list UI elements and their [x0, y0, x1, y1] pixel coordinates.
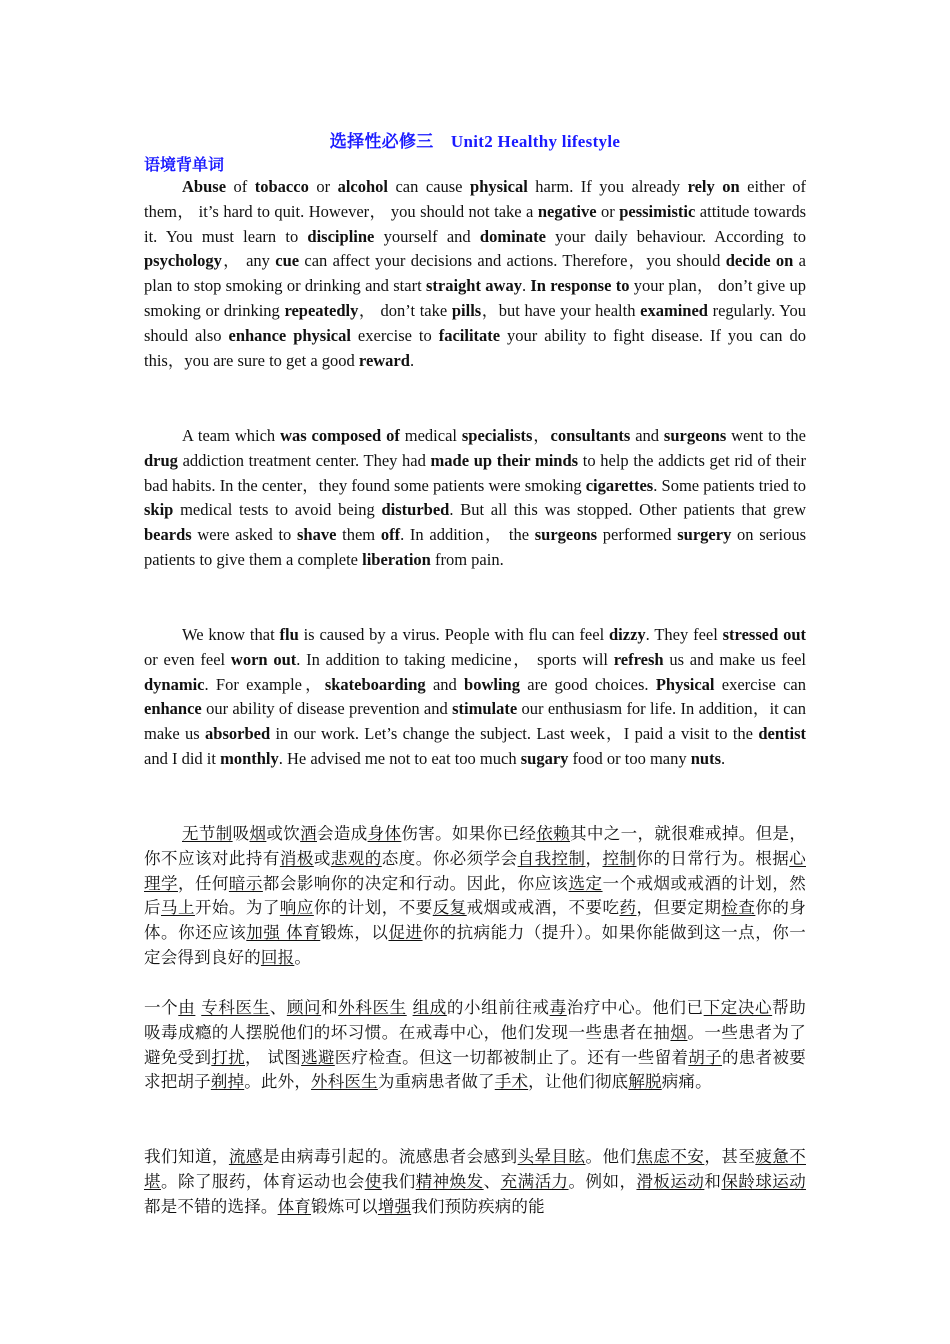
- key-term: 组成: [412, 998, 447, 1017]
- text-run: addiction treatment center. They had: [177, 450, 431, 470]
- text-run: . Some patients tried to: [653, 475, 806, 495]
- key-term: 剃掉: [210, 1072, 245, 1092]
- text-run: 锻炼，以: [320, 923, 389, 943]
- key-term: stressed out: [722, 625, 807, 644]
- text-run: 锻炼可以: [311, 1196, 378, 1216]
- text-run: .: [409, 350, 415, 370]
- key-term: 依赖: [536, 824, 571, 843]
- key-term: 暗示: [228, 873, 263, 893]
- text-run: to help the addicts get rid of their bad habits. In the center，they found some patients were smoking: [144, 450, 806, 495]
- key-term: rely on: [687, 177, 740, 196]
- key-term: enhance: [144, 699, 202, 719]
- key-term: 外科医生: [338, 998, 407, 1017]
- text-run: 。: [294, 947, 312, 967]
- key-term: refresh: [613, 649, 664, 669]
- text-run: them: [336, 525, 381, 545]
- text-run: 或饮: [266, 824, 301, 843]
- text-run: are good choices.: [519, 674, 656, 694]
- key-term: skip: [144, 500, 174, 520]
- text-run: either of them， it’s hard to quit. However， you should not take a: [144, 177, 806, 221]
- key-term: enhance physical: [228, 325, 351, 345]
- text-run: 你的身体。你还应该: [144, 898, 807, 943]
- key-term: 打扰: [211, 1047, 246, 1067]
- key-term: 响应: [279, 898, 314, 918]
- key-term: 下定决心: [703, 998, 773, 1017]
- text-run: 伤害。如果你已经: [401, 824, 537, 843]
- text-run: 是由病毒引起的。流感患者会感到: [262, 1147, 518, 1166]
- key-term: reward: [358, 350, 410, 370]
- text-run: attitude towards it. You must learn to: [144, 201, 806, 246]
- key-term: made up their minds: [430, 450, 579, 470]
- key-term: psychology: [144, 251, 222, 271]
- key-term: 解脱: [628, 1072, 662, 1092]
- text-run: your plan， don’t give up smoking or drinking: [144, 276, 807, 320]
- text-run: 帮助吸毒成瘾的人摆脱他们的坏习惯。在戒毒中心，他们发现一些患者在抽: [144, 998, 806, 1042]
- key-term: liberation: [362, 549, 431, 569]
- key-term: 保龄球运动: [721, 1171, 806, 1191]
- text-run: ，让他们彻底: [528, 1072, 629, 1092]
- text-run: ，任何: [177, 873, 229, 893]
- key-term: 体育: [277, 1196, 312, 1216]
- key-term: was composed of: [280, 426, 400, 445]
- key-term: 焦虑不安: [636, 1147, 705, 1166]
- key-term: 顾问: [286, 998, 322, 1017]
- text-run: is caused by a virus. People with flu can feel: [298, 625, 609, 644]
- key-term: 胡子: [688, 1047, 722, 1067]
- key-term: off: [380, 525, 401, 545]
- text-run: 治疗中心。他们已: [566, 998, 704, 1017]
- text-run: or: [308, 177, 338, 196]
- key-term: decide on: [725, 251, 794, 271]
- key-term: 烟: [670, 1022, 688, 1042]
- key-term: dynamic: [144, 674, 205, 694]
- text-run: of: [226, 177, 255, 196]
- text-run: and: [630, 426, 664, 445]
- text-run: harm. If you already: [527, 177, 688, 196]
- key-term: 自我控制: [517, 848, 586, 868]
- text-run: 。除了服药，体育运动也会: [160, 1171, 365, 1191]
- key-term: nuts: [690, 748, 722, 768]
- text-run: .: [521, 276, 531, 296]
- key-term: facilitate: [438, 325, 501, 345]
- text-run: 的小组前往戒: [446, 998, 550, 1017]
- key-term: straight away: [425, 276, 522, 296]
- text-run: ， any: [221, 251, 276, 271]
- key-term: physical: [470, 177, 528, 196]
- text-run: A team which: [182, 426, 281, 445]
- text-run: 你的抗病能力（提升）。如果你能做到这一点，你一定会得到良好的: [144, 923, 806, 967]
- text-run: a plan to stop smoking or drinking and start: [144, 251, 806, 296]
- key-term: dominate: [479, 226, 546, 246]
- text-run: regularly. You should also: [144, 300, 807, 345]
- key-term: repeatedly: [284, 300, 359, 320]
- key-term: negative: [537, 201, 597, 221]
- text-run: and: [425, 674, 465, 694]
- key-term: drug: [144, 450, 178, 470]
- text-run: 和: [321, 998, 339, 1017]
- text-run: ，but have your health: [481, 300, 641, 320]
- key-term: 控制: [602, 848, 637, 868]
- text-run: exercise can: [714, 674, 806, 694]
- key-term: Physical: [655, 674, 715, 694]
- text-run: 开始。为了: [194, 898, 280, 918]
- text-run: 我们: [381, 1171, 416, 1191]
- text-run: in our work. Let’s change the subject. Last week，I paid a visit to the: [270, 724, 759, 744]
- text-run: . They feel: [645, 625, 723, 644]
- text-run: . In addition， the: [400, 525, 535, 545]
- text-run: your daily behaviour. According to: [545, 226, 806, 246]
- text-run: from pain.: [430, 549, 504, 569]
- page-title: 选择性必修三 Unit2 Healthy lifestyle: [329, 132, 621, 151]
- key-term: examined: [640, 300, 708, 320]
- key-term: pills: [451, 300, 482, 320]
- text-run: food or too many: [568, 748, 691, 768]
- key-term: 加强 体育: [246, 923, 321, 943]
- key-term: cigarettes: [585, 475, 654, 495]
- english-paragraph-2: [144, 424, 806, 573]
- text-run: ， don’t take: [358, 300, 452, 320]
- key-term: 充满活力: [500, 1171, 569, 1191]
- text-run: exercise to: [350, 325, 439, 345]
- text-run: performed: [597, 525, 678, 545]
- key-term: 无节制: [182, 824, 233, 843]
- key-term: cue: [275, 251, 300, 271]
- key-term: 反复: [432, 898, 467, 918]
- key-term: beards: [144, 525, 192, 545]
- text-run: . In addition to taking medicine， sports will: [296, 649, 614, 669]
- english-paragraph-1: [144, 175, 806, 373]
- text-run: 。此外，: [244, 1072, 312, 1092]
- text-run: 态度。你必须学会: [381, 848, 518, 868]
- key-term: 促进: [388, 923, 423, 943]
- key-term: tobacco: [254, 177, 309, 196]
- key-term: 逃避: [301, 1047, 335, 1067]
- text-run: medical: [399, 426, 462, 445]
- text-run: . But all this was stopped. Other patients that grew: [449, 500, 806, 520]
- key-term: 马上: [160, 898, 195, 918]
- text-run: .: [721, 748, 726, 768]
- text-run: . He advised me not to eat too much: [278, 748, 521, 768]
- text-run: your ability to fight disease. If you can do this，you are sure to get a good: [144, 325, 806, 370]
- key-term: dizzy: [609, 625, 646, 644]
- key-term: bowling: [464, 674, 520, 694]
- key-term: 由: [178, 998, 196, 1017]
- text-run: 、: [483, 1171, 501, 1191]
- key-term: skateboarding: [324, 674, 426, 694]
- chinese-paragraph-1: [144, 822, 806, 971]
- key-term: shave: [297, 525, 337, 545]
- text-run: ，: [532, 426, 551, 445]
- key-term: discipline: [307, 226, 375, 246]
- chinese-paragraph-3: [144, 1145, 806, 1219]
- key-term: 头晕目眩: [517, 1147, 586, 1166]
- text-run: We know that: [182, 625, 280, 644]
- key-term: Abuse: [182, 177, 227, 196]
- text-run: 你的计划，不要: [313, 898, 433, 918]
- key-term: stimulate: [452, 699, 518, 719]
- key-term: 悲观的: [330, 848, 382, 868]
- text-run: 的患者被要求把胡子: [144, 1047, 807, 1092]
- text-run: 、: [269, 998, 287, 1017]
- text-run: our enthusiasm for life. In addition，it can make us: [144, 699, 806, 744]
- key-term: 毒: [549, 998, 567, 1017]
- key-term: 滑板运动: [636, 1171, 705, 1191]
- text-run: 或: [313, 848, 331, 868]
- key-term: 流感: [228, 1147, 263, 1166]
- text-run: 我们知道，: [144, 1147, 229, 1166]
- key-term: surgery: [677, 525, 732, 545]
- text-run: 吸: [232, 824, 250, 843]
- text-run: us and make us feel: [663, 649, 807, 669]
- text-run: 我们预防疾病的能: [411, 1196, 545, 1216]
- text-run: 。他们: [585, 1147, 637, 1166]
- text-run: 一个: [144, 998, 179, 1017]
- key-term: dentist: [758, 724, 806, 744]
- key-term: consultants: [550, 426, 631, 445]
- text-run: were asked to: [191, 525, 297, 545]
- key-term: worn out: [230, 649, 297, 669]
- text-run: 和: [704, 1171, 722, 1191]
- text-run: 医疗检查。但这一切都被制止了。还有一些留着: [334, 1047, 689, 1067]
- text-run: 。一些患者为了避免受到: [144, 1022, 806, 1067]
- key-term: 外科医生: [311, 1072, 378, 1092]
- text-run: . For example，: [204, 674, 325, 694]
- text-run: 都会影响你的决定和行动。因此，你应该: [262, 873, 569, 893]
- key-term: 增强: [377, 1196, 412, 1216]
- text-run: or: [596, 201, 620, 221]
- key-term: specialists: [461, 426, 533, 445]
- key-term: 烟: [249, 824, 267, 843]
- english-paragraph-3: [144, 623, 806, 772]
- key-term: In response to: [530, 276, 630, 296]
- key-term: 精神焕发: [415, 1171, 484, 1191]
- text-run: ， 试图: [245, 1047, 302, 1067]
- key-term: 检查: [721, 898, 756, 918]
- text-run: medical tests to avoid being: [173, 500, 382, 520]
- text-run: 为重病患者做了: [377, 1072, 495, 1092]
- text-run: went to the: [726, 426, 806, 445]
- text-run: or even feel: [144, 649, 231, 669]
- key-term: alcohol: [337, 177, 388, 196]
- text-run: ，但要定期: [636, 898, 722, 918]
- text-run: 病痛。: [661, 1072, 712, 1092]
- chinese-paragraph-2: [144, 996, 806, 1095]
- key-term: 药: [619, 898, 637, 918]
- key-term: absorbed: [205, 724, 271, 744]
- section-heading: 语境背单词: [144, 155, 225, 174]
- text-run: on serious patients to give them a complete: [144, 525, 807, 569]
- key-term: 消极: [279, 848, 314, 868]
- text-run: 一个戒烟或戒酒的计划，然后: [144, 873, 807, 918]
- key-term: 酒: [300, 824, 317, 843]
- text-run: 其中之一，就很难戒掉。但是，你不应该对此持有: [144, 824, 807, 868]
- text-run: can affect your decisions and actions. Therefore，you should: [299, 251, 726, 271]
- key-term: surgeons: [534, 525, 598, 545]
- text-run: our ability of disease prevention and: [201, 699, 453, 719]
- key-term: sugary: [520, 748, 569, 768]
- key-term: 专科医生: [201, 998, 270, 1017]
- key-term: pessimistic: [619, 201, 696, 221]
- text-run: 戒烟或戒酒，不要吃: [466, 898, 620, 918]
- key-term: disturbed: [381, 500, 450, 520]
- key-term: 心理学: [144, 848, 806, 893]
- text-run: 都是不错的选择。: [144, 1196, 278, 1216]
- key-term: flu: [279, 625, 299, 644]
- text-run: 你的日常行为。根据: [636, 848, 790, 868]
- text-run: 。例如，: [568, 1171, 637, 1191]
- key-term: 回报: [260, 947, 295, 967]
- text-run: 会造成: [316, 824, 368, 843]
- text-run: and I did it: [144, 748, 221, 768]
- text-run: yourself and: [374, 226, 480, 246]
- key-term: surgeons: [663, 426, 727, 445]
- key-term: monthly: [220, 748, 279, 768]
- key-term: 身体: [367, 824, 402, 843]
- key-term: 使: [364, 1171, 382, 1191]
- key-term: 手术: [494, 1072, 529, 1092]
- key-term: 疲惫不堪: [144, 1147, 806, 1191]
- text-run: ，甚至: [704, 1147, 756, 1166]
- text-run: can cause: [387, 177, 471, 196]
- text-run: ，: [585, 848, 603, 868]
- key-term: 选定: [568, 873, 603, 893]
